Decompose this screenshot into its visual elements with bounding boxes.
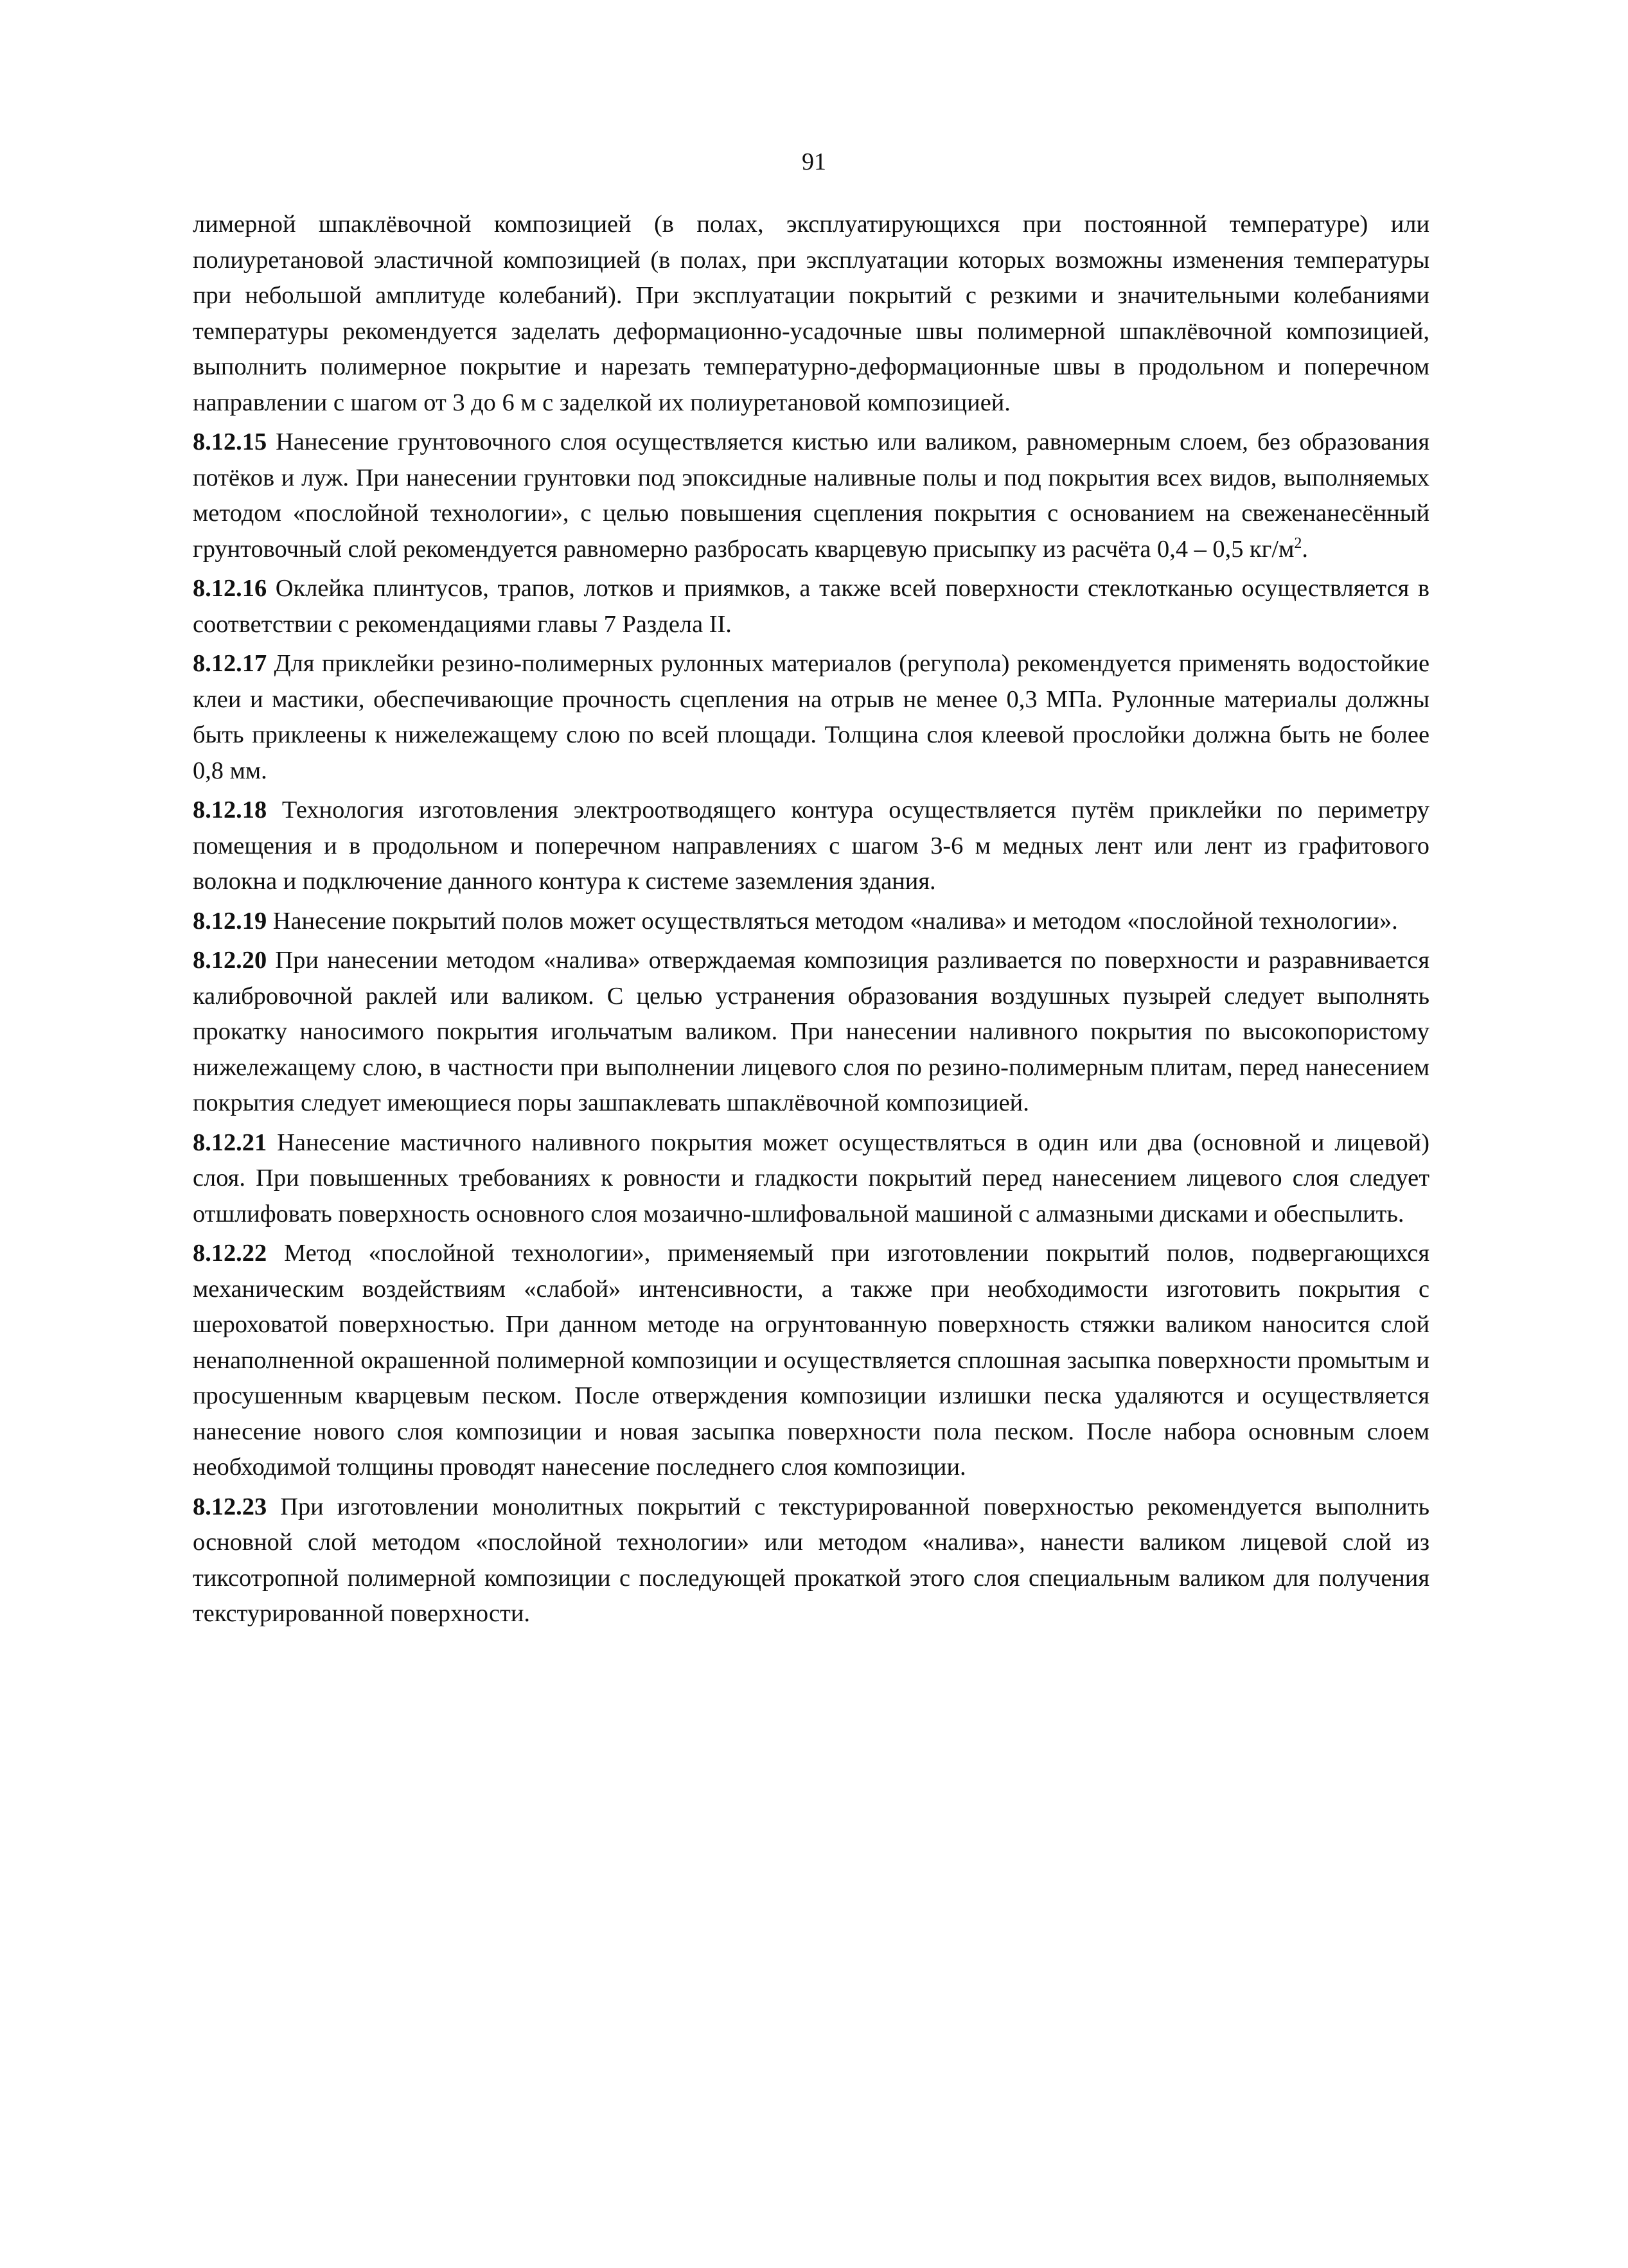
section-text: Технология изготовления электроотводящего контура осуществляется путём приклейки по периметру помещения и в продольном и поперечном направлениях с шагом 3-6 м медных лент или лент из графитового волокна и подключение данного контура к системе заземления здания.	[193, 796, 1429, 895]
intro-paragraph: лимерной шпаклёвочной композицией (в полах, эксплуатирующихся при постоянной температуре) или полиуретановой эластичной композицией (в полах, при эксплуатации которых возможны изменения температуры при небольшой амплитуде колебаний). При эксплуатации покрытий с резкими и значительными колебаниями температуры рекомендуется заделать деформационно-усадочные швы полимерной шпаклёвочной композицией, выполнить полимерное покрытие и нарезать температурно-деформационные швы в продольном и поперечном направлении с шагом от 3 до 6 м с заделкой их полиуретановой композицией.	[193, 211, 1429, 416]
section-number: 8.12.20	[193, 947, 267, 974]
section-8-12-19	[193, 904, 1429, 940]
section-text: Для приклейки резино-полимерных рулонных материалов (регупола) рекомендуется применять водостойкие клеи и мастики, обеспечивающие прочность сцепления на отрыв не менее 0,3 МПа. Рулонные материалы должны быть приклеены к нижележащему слою по всей площади. Толщина слоя клеевой прослойки должна быть не более 0,8 мм.	[193, 650, 1429, 784]
section-8-12-20	[193, 943, 1429, 1121]
section-text: Нанесение мастичного наливного покрытия может осуществляться в один или два (основной и лицевой) слоя. При повышенных требованиях к ровности и гладкости покрытий перед нанесением лицевого слоя следует отшлифовать поверхность основного слоя мозаично-шлифовальной машиной с алмазными дисками и обеспылить.	[193, 1129, 1429, 1227]
section-8-12-17	[193, 646, 1429, 789]
section-text: Нанесение грунтовочного слоя осуществляется кистью или валиком, равномерным слоем, без образования потёков и луж. При нанесении грунтовки под эпоксидные наливные полы и под покрытия всех видов, выполняемых методом «послойной технологии», с целью повышения сцепления покрытия с основанием на свеженанесённый грунтовочный слой рекомендуется равномерно разбросать кварцевую присыпку из расчёта 0,4 – 0,5 кг/м	[193, 428, 1429, 563]
section-number: 8.12.23	[193, 1493, 267, 1520]
section-text: Метод «послойной технологии», применяемый при изготовлении покрытий полов, подвергающихся механическим воздействиям «слабой» интенсивности, а также при необходимости изготовить покрытия с шероховатой поверхностью. При данном методе на огрунтованную поверхность стяжки валиком наносится слой ненаполненной окрашенной полимерной композиции и осуществляется сплошная засыпка поверхности промытым и просушенным кварцевым песком. После отверждения композиции излишки песка удаляются и осуществляется нанесение нового слоя композиции и новая засыпка поверхности пола песком. После набора основным слоем необходимой толщины проводят нанесение последнего слоя композиции.	[193, 1240, 1429, 1481]
section-8-12-22	[193, 1236, 1429, 1486]
section-8-12-23	[193, 1490, 1429, 1632]
section-text-tail: .	[1302, 535, 1308, 563]
section-number: 8.12.15	[193, 428, 267, 455]
section-8-12-15	[193, 425, 1429, 567]
section-number: 8.12.19	[193, 907, 267, 935]
section-8-12-18	[193, 793, 1429, 900]
section-text: При изготовлении монолитных покрытий с текстурированной поверхностью рекомендуется выполнить основной слой методом «послойной технологии» или методом «налива», нанести валиком лицевой слой из тиксотропной полимерной композиции с последующей прокаткой этого слоя специальным валиком для получения текстурированной поверхности.	[193, 1493, 1429, 1627]
section-text: При нанесении методом «налива» отверждаемая композиция разливается по поверхности и разравнивается калибровочной раклей или валиком. С целью устранения образования воздушных пузырей следует выполнять прокатку наносимого покрытия игольчатым валиком. При нанесении наливного покрытия по высокопористому нижележащему слою, в частности при выполнении лицевого слоя по резино-полимерным плитам, перед нанесением покрытия следует имеющиеся поры зашпаклевать шпаклёвочной композицией.	[193, 947, 1429, 1116]
section-8-12-16	[193, 571, 1429, 642]
section-text: Нанесение покрытий полов может осуществляться методом «налива» и методом «послойной технологии».	[272, 907, 1398, 935]
section-number: 8.12.17	[193, 650, 267, 677]
section-number: 8.12.16	[193, 575, 267, 602]
superscript: 2	[1294, 534, 1302, 552]
document-body	[193, 207, 1429, 1636]
section-number: 8.12.21	[193, 1129, 267, 1156]
section-number: 8.12.18	[193, 796, 267, 823]
section-number: 8.12.22	[193, 1240, 267, 1267]
section-8-12-21	[193, 1125, 1429, 1233]
page-number: 91	[802, 148, 826, 175]
section-text: Оклейка плинтусов, трапов, лотков и приямков, а также всей поверхности стеклотканью осуществляется в соответствии с рекомендациями главы 7 Раздела II.	[193, 575, 1429, 638]
